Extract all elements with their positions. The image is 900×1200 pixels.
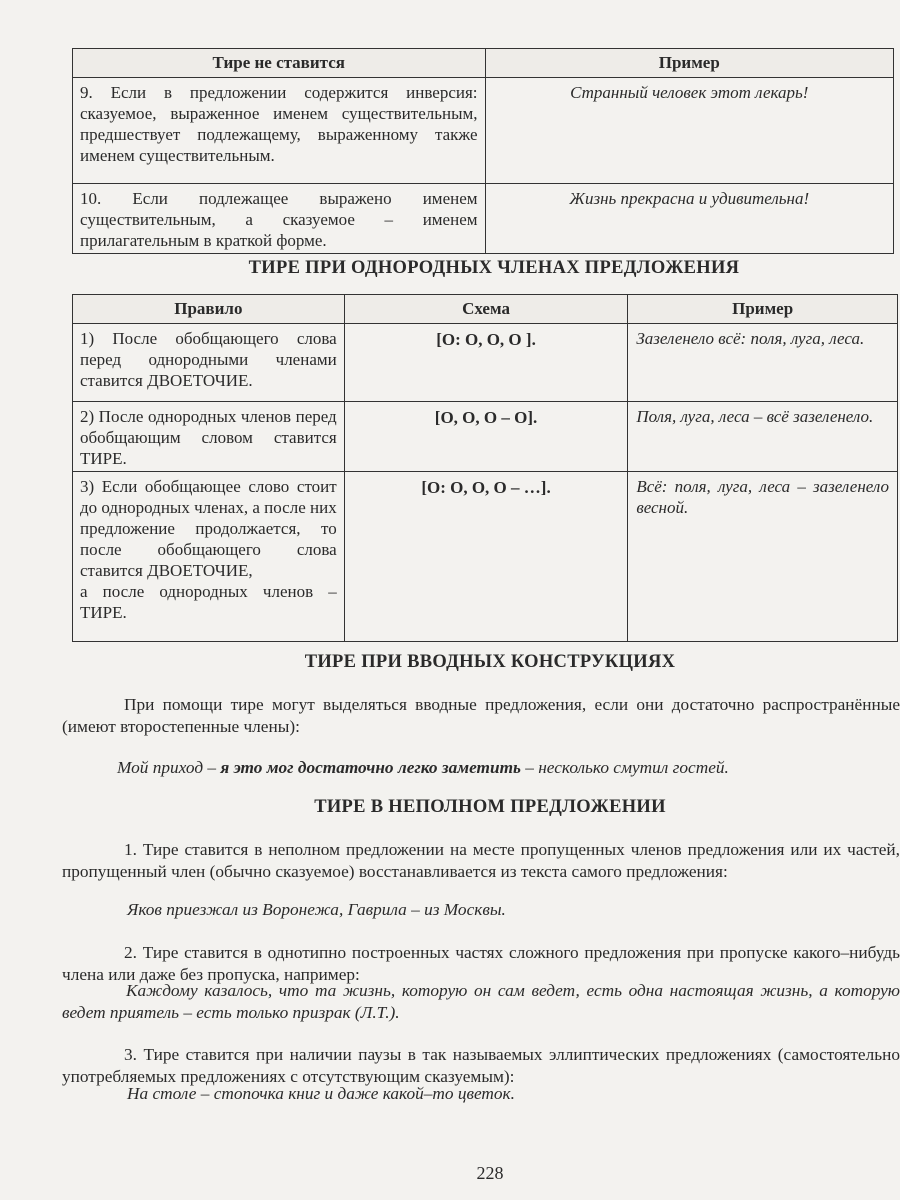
- example-cell: Странный человек этот лекарь!: [485, 78, 893, 184]
- example-cell: Поля, луга, леса – всё зазеленело.: [628, 402, 898, 472]
- example-bold-part: я это мог достаточно легко заметить: [220, 758, 521, 777]
- example-part: – несколько смутил гостей.: [520, 758, 729, 777]
- section-heading: ТИРЕ В НЕПОЛНОМ ПРЕДЛОЖЕНИИ: [314, 797, 666, 817]
- rule-cell: 1) После обобщающего слова перед однородными членами ставится ДВОЕТОЧИЕ.: [73, 324, 345, 402]
- rule-cell: 10. Если подлежащее выражено именем существительным, а сказуемое – именем прилагательным в краткой форме.: [73, 184, 486, 254]
- example-part: Мой приход –: [117, 758, 221, 777]
- column-header: Пример: [628, 295, 898, 324]
- section-heading: ТИРЕ ПРИ ОДНОРОДНЫХ ЧЛЕНАХ ПРЕДЛОЖЕНИЯ: [248, 258, 740, 278]
- example-cell: Зазеленело всё: поля, луга, леса.: [628, 324, 898, 402]
- table-header-row: [73, 295, 898, 324]
- rule-text: 3) Если обобщающее слово стоит до однородных членах, а после них предложение продолжается, то после обобщающего слова ставится ДВОЕТОЧИЕ,: [80, 477, 337, 580]
- table-row: [73, 472, 898, 642]
- scheme-cell: [О: О, О, О – …].: [344, 472, 628, 642]
- column-header: Схема: [344, 295, 628, 324]
- table-row: [73, 324, 898, 402]
- paragraph: 2. Тире ставится в однотипно построенных частях сложного предложения при пропуске какого–нибудь члена или даже без пропуска, например:: [62, 943, 900, 984]
- paragraph: При помощи тире могут выделяться вводные предложения, если они достаточно распространённые (имеют второстепенные члены):: [62, 695, 900, 736]
- table-row: [73, 402, 898, 472]
- section-heading: ТИРЕ ПРИ ВВОДНЫХ КОНСТРУКЦИЯХ: [304, 652, 676, 672]
- scheme-cell: [О, О, О – О].: [344, 402, 628, 472]
- example-cell: Всё: поля, луга, леса – зазеленело весной.: [628, 472, 898, 642]
- table-header-row: [73, 49, 894, 78]
- column-header: Правило: [73, 295, 345, 324]
- example-cell: Жизнь прекрасна и удивительна!: [485, 184, 893, 254]
- table-row: [73, 78, 894, 184]
- homogeneous-members-table: [72, 294, 898, 642]
- rule-cell: 2) После однородных членов перед обобщающим словом ставится ТИРЕ.: [73, 402, 345, 472]
- example-sentence: Яков приезжал из Воронежа, Гаврила – из Москвы.: [127, 900, 506, 919]
- page-number: 228: [476, 1163, 504, 1183]
- paragraph: 3. Тире ставится при наличии паузы в так называемых эллиптических предложениях (самостоятельно употребляемых предложениях с отсутствующим сказуемым):: [62, 1045, 900, 1086]
- column-header: Тире не ставится: [73, 49, 486, 78]
- example-sentence: На столе – стопочка книг и даже какой–то цветок.: [127, 1084, 515, 1103]
- example-sentence: [117, 757, 900, 779]
- paragraph: 1. Тире ставится в неполном предложении на месте пропущенных членов предложения или их частей, пропущенный член (обычно сказуемое) восстанавливается из текста самого предложения:: [62, 840, 900, 881]
- no-dash-table: [72, 48, 894, 254]
- table-row: [73, 184, 894, 254]
- example-sentence: Каждому казалось, что та жизнь, которую он сам ведет, есть одна настоящая жизнь, а которую ведет приятель – есть только призрак (Л.Т.).: [62, 981, 900, 1022]
- rule-cell: [73, 472, 345, 642]
- rule-text-tail: а после однородных членов – ТИРЕ.: [80, 582, 337, 622]
- scheme-cell: [О: О, О, О ].: [344, 324, 628, 402]
- column-header: Пример: [485, 49, 893, 78]
- rule-cell: 9. Если в предложении содержится инверсия: сказуемое, выраженное именем существительным, предшествует подлежащему, выраженному также именем существительным.: [73, 78, 486, 184]
